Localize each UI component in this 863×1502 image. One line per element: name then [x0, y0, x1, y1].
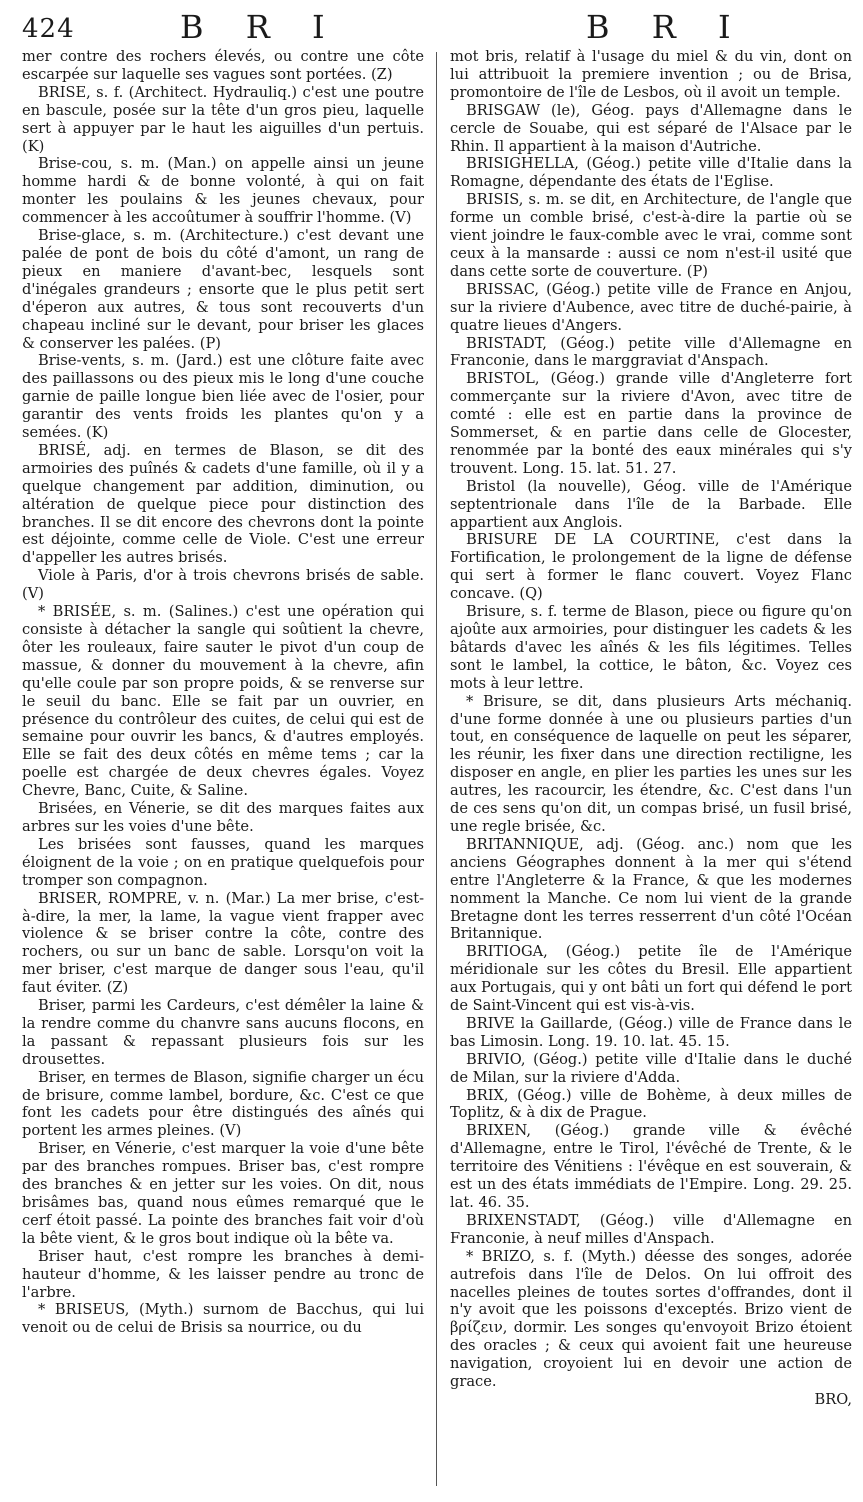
dictionary-entry: Briser, parmi les Cardeurs, c'est démêler la laine & la rendre comme du chanvre sans aucuns flocons, en la passant & repassant plusieurs fois sur les drousettes. — [22, 997, 424, 1068]
right-column — [450, 48, 852, 1488]
dictionary-entry: Briser haut, c'est rompre les branches à demi-hauteur d'homme, & les laisser pendre au tronc de l'arbre. — [22, 1247, 424, 1301]
dictionary-entry: BRISSAC, (Géog.) petite ville de France en Anjou, sur la riviere d'Aubence, avec titre de duché-pairie, à quatre lieues d'Angers. — [450, 280, 852, 334]
dictionary-entry: BRIX, (Géog.) ville de Bohème, à deux milles de Toplitz, & à dix de Prague. — [450, 1086, 852, 1122]
dictionary-entry: BRIXENSTADT, (Géog.) ville d'Allemagne en Franconie, à neuf milles d'Anspach. — [450, 1211, 852, 1247]
dictionary-entry: BRISURE DE LA COURTINE, c'est dans la Fortification, le prolongement de la ligne de défense qui sert à former le flanc couvert. Voyez Flanc concave. (Q) — [450, 531, 852, 603]
dictionary-entry: Bristol (la nouvelle), Géog. ville de l'Amérique septentrionale dans l'île de la Barbade. Elle appartient aux Anglois. — [450, 477, 852, 531]
page-number: 424 — [22, 14, 75, 44]
dictionary-entry: * BRISÉE, s. m. (Salines.) c'est une opération qui consiste à détacher la sangle qui soûtient la chevre, ôter les rouleaux, faire sauter le pivot d'un coup de massue, & donner du mouvement à la chevre, afin qu'elle coule par son propre poids, & se renverse sur le seuil du banc. Elle se fait par un ouvrier, en présence du contrôleur des cuites, de celui qui est de semaine pour ouvrir les bancs, & d'autres employés. Elle se fait des deux côtés en même tems ; car la poelle est chargée de deux chevres égales. Voyez Chevre, Banc, Cuite, & Saline. — [22, 603, 424, 800]
dictionary-entry: BRISE, s. f. (Architect. Hydrauliq.) c'est une poutre en bascule, posée sur la tête d'un gros pieu, laquelle sert à appuyer par le haut les aiguilles d'un pertuis. (K) — [22, 83, 424, 155]
running-head-right: B R I — [586, 8, 747, 46]
left-column — [22, 48, 424, 1488]
running-head-left: B R I — [180, 8, 341, 46]
dictionary-entry: * BRIZO, s. f. (Myth.) déesse des songes, adorée autrefois dans l'île de Delos. On lui offroit des nacelles pleines de toutes sortes d'offrandes, dont il n'y avoit que les poissons d'exceptés. Brizo vient de βρίζειν, dormir. Les songes qu'envoyoit Brizo étoient des oracles ; & ceux qui avoient fait une heureuse navigation, croyoient lui en devoir une action de grace. — [450, 1247, 852, 1391]
dictionary-entry: * Brisure, se dit, dans plusieurs Arts méchaniq. d'une forme donnée à une ou plusieurs parties d'un tout, en conséquence de laquelle on peut les séparer, les réunir, les fixer dans une direction rectiligne, les disposer en angle, en plier les parties les unes sur les autres, les racourcir, les étendre, &c. C'est dans l'un de ces sens qu'on dit, un compas brisé, un fusil brisé, une regle brisée, &c. — [450, 692, 852, 835]
dictionary-entry: Brise-vents, s. m. (Jard.) est une clôture faite avec des paillassons ou des pieux mis le long d'une couche garnie de paille longue bien liée avec de l'osier, pour garantir des vents froids les plantes qu'on y a semées. (K) — [22, 352, 424, 442]
dictionary-entry: BRISGAW (le), Géog. pays d'Allemagne dans le cercle de Souabe, qui est séparé de l'Alsace par le Rhin. Il appartient à la maison d'Autriche. — [450, 101, 852, 155]
dictionary-entry: Brise-cou, s. m. (Man.) on appelle ainsi un jeune homme hardi & de bonne volonté, à qui on fait monter les poulains & les jeunes chevaux, pour commencer à les accoûtumer à souffrir l'homme. (V) — [22, 155, 424, 227]
catchword: BRO, — [814, 1390, 852, 1408]
dictionary-entry: Briser, en Vénerie, c'est marquer la voie d'une bête par des branches rompues. Briser bas, c'est rompre des branches & en jetter sur les voies. On dit, nous brisâmes bas, quand nous eûmes remarqué que le cerf étoit passé. La pointe des branches fait voir d'où la bête vient, & le gros bout indique où la bête va. — [22, 1140, 424, 1247]
dictionary-entry: Viole à Paris, d'or à trois chevrons brisés de sable. (V) — [22, 567, 424, 603]
dictionary-entry: Les brisées sont fausses, quand les marques éloignent de la voie ; on en pratique quelquefois pour tromper son compagnon. — [22, 835, 424, 889]
column-divider — [436, 52, 437, 1486]
dictionary-entry: Brise-glace, s. m. (Architecture.) c'est devant une palée de pont de bois du côté d'amont, un rang de pieux en maniere d'avant-bec, lesquels sont d'inégales grandeurs ; ensorte que le plus petit sert d'éperon aux autres, & tous sont recouverts d'un chapeau incliné sur le devant, pour briser les glaces & conserver les palées. (P) — [22, 227, 424, 352]
dictionary-entry: mer contre des rochers élevés, ou contre une côte escarpée sur laquelle ses vagues sont portées. (Z) — [22, 48, 424, 83]
dictionary-entry: BRISTOL, (Géog.) grande ville d'Angleterre fort commerçante sur la riviere d'Avon, avec titre de comté : elle est en partie dans la province de Sommerset, & en partie dans celle de Glocester, renommée par la bonté des eaux minérales qui s'y trouvent. Long. 15. lat. 51. 27. — [450, 370, 852, 477]
dictionary-entry: BRITIOGA, (Géog.) petite île de l'Amérique méridionale sur les côtes du Bresil. Elle appartient aux Portugais, qui y ont bâti un fort qui défend le port de Saint-Vincent qui est vis-à-vis. — [450, 943, 852, 1015]
dictionary-entry: BRIVIO, (Géog.) petite ville d'Italie dans le duché de Milan, sur la riviere d'Adda. — [450, 1050, 852, 1086]
dictionary-entry: * BRISEUS, (Myth.) surnom de Bacchus, qui lui venoit ou de celui de Brisis sa nourrice, ou du — [22, 1301, 424, 1337]
dictionary-entry: BRISTADT, (Géog.) petite ville d'Allemagne en Franconie, dans le marggraviat d'Anspach. — [450, 334, 852, 370]
dictionary-entry: BRISIS, s. m. se dit, en Architecture, de l'angle que forme un comble brisé, c'est-à-dire la partie où se vient joindre le faux-comble avec le vrai, comme sont ceux à la mansarde : aussi ce nom n'est-il usité que dans cette sorte de couverture. (P) — [450, 191, 852, 280]
dictionary-entry: BRIXEN, (Géog.) grande ville & évêché d'Allemagne, entre le Tirol, l'évêché de Trente, & le territoire des Vénitiens : l'évêque en est souverain, & est un des états immédiats de l'Empire. Long. 29. 25. lat. 46. 35. — [450, 1122, 852, 1211]
dictionary-entry: BRIVE la Gaillarde, (Géog.) ville de France dans le bas Limosin. Long. 19. 10. lat. 45. 15. — [450, 1014, 852, 1050]
dictionary-entry: Brisées, en Vénerie, se dit des marques faites aux arbres sur les voies d'une bête. — [22, 800, 424, 835]
dictionary-entry: Briser, en termes de Blason, signifie charger un écu de brisure, comme lambel, bordure, &c. C'est ce que font les cadets pour être distingués des aînés qui portent les armes pleines. (V) — [22, 1068, 424, 1140]
dictionary-entry: BRITANNIQUE, adj. (Géog. anc.) nom que les anciens Géographes donnent à la mer qui s'étend entre l'Angleterre & la France, & que les modernes nomment la Manche. Ce nom lui vient de la grande Bretagne dont les terres resserrent d'un côté l'Océan Britannique. — [450, 835, 852, 943]
dictionary-entry: Brisure, s. f. terme de Blason, piece ou figure qu'on ajoûte aux armoiries, pour distinguer les cadets & les bâtards d'avec les aînés & les fils légitimes. Telles sont le lambel, la cottice, le bâton, &c. Voyez ces mots à leur lettre. — [450, 603, 852, 692]
dictionary-entry: BRISÉ, adj. en termes de Blason, se dit des armoiries des puînés & cadets d'une famille, où il y a quelque changement par addition, diminution, ou altération de quelque piece pour distinction des branches. Il se dit encore des chevrons dont la pointe est déjointe, comme celle de Viole. C'est une erreur d'appeller les autres brisés. — [22, 441, 424, 567]
dictionary-entry: BRISER, ROMPRE, v. n. (Mar.) La mer brise, c'est-à-dire, la mer, la lame, la vague vient frapper avec violence & se briser contre la côte, contre des rochers, ou sur un banc de sable. Lorsqu'on voit la mer briser, c'est marque de danger sous l'eau, qu'il faut éviter. (Z) — [22, 889, 424, 997]
dictionary-entry: BRISIGHELLA, (Géog.) petite ville d'Italie dans la Romagne, dépendante des états de l'Eglise. — [450, 155, 852, 191]
dictionary-entry: mot bris, relatif à l'usage du miel & du vin, dont on lui attribuoit la premiere invention ; ou de Brisa, promontoire de l'île de Lesbos, où il avoit un temple. — [450, 48, 852, 101]
